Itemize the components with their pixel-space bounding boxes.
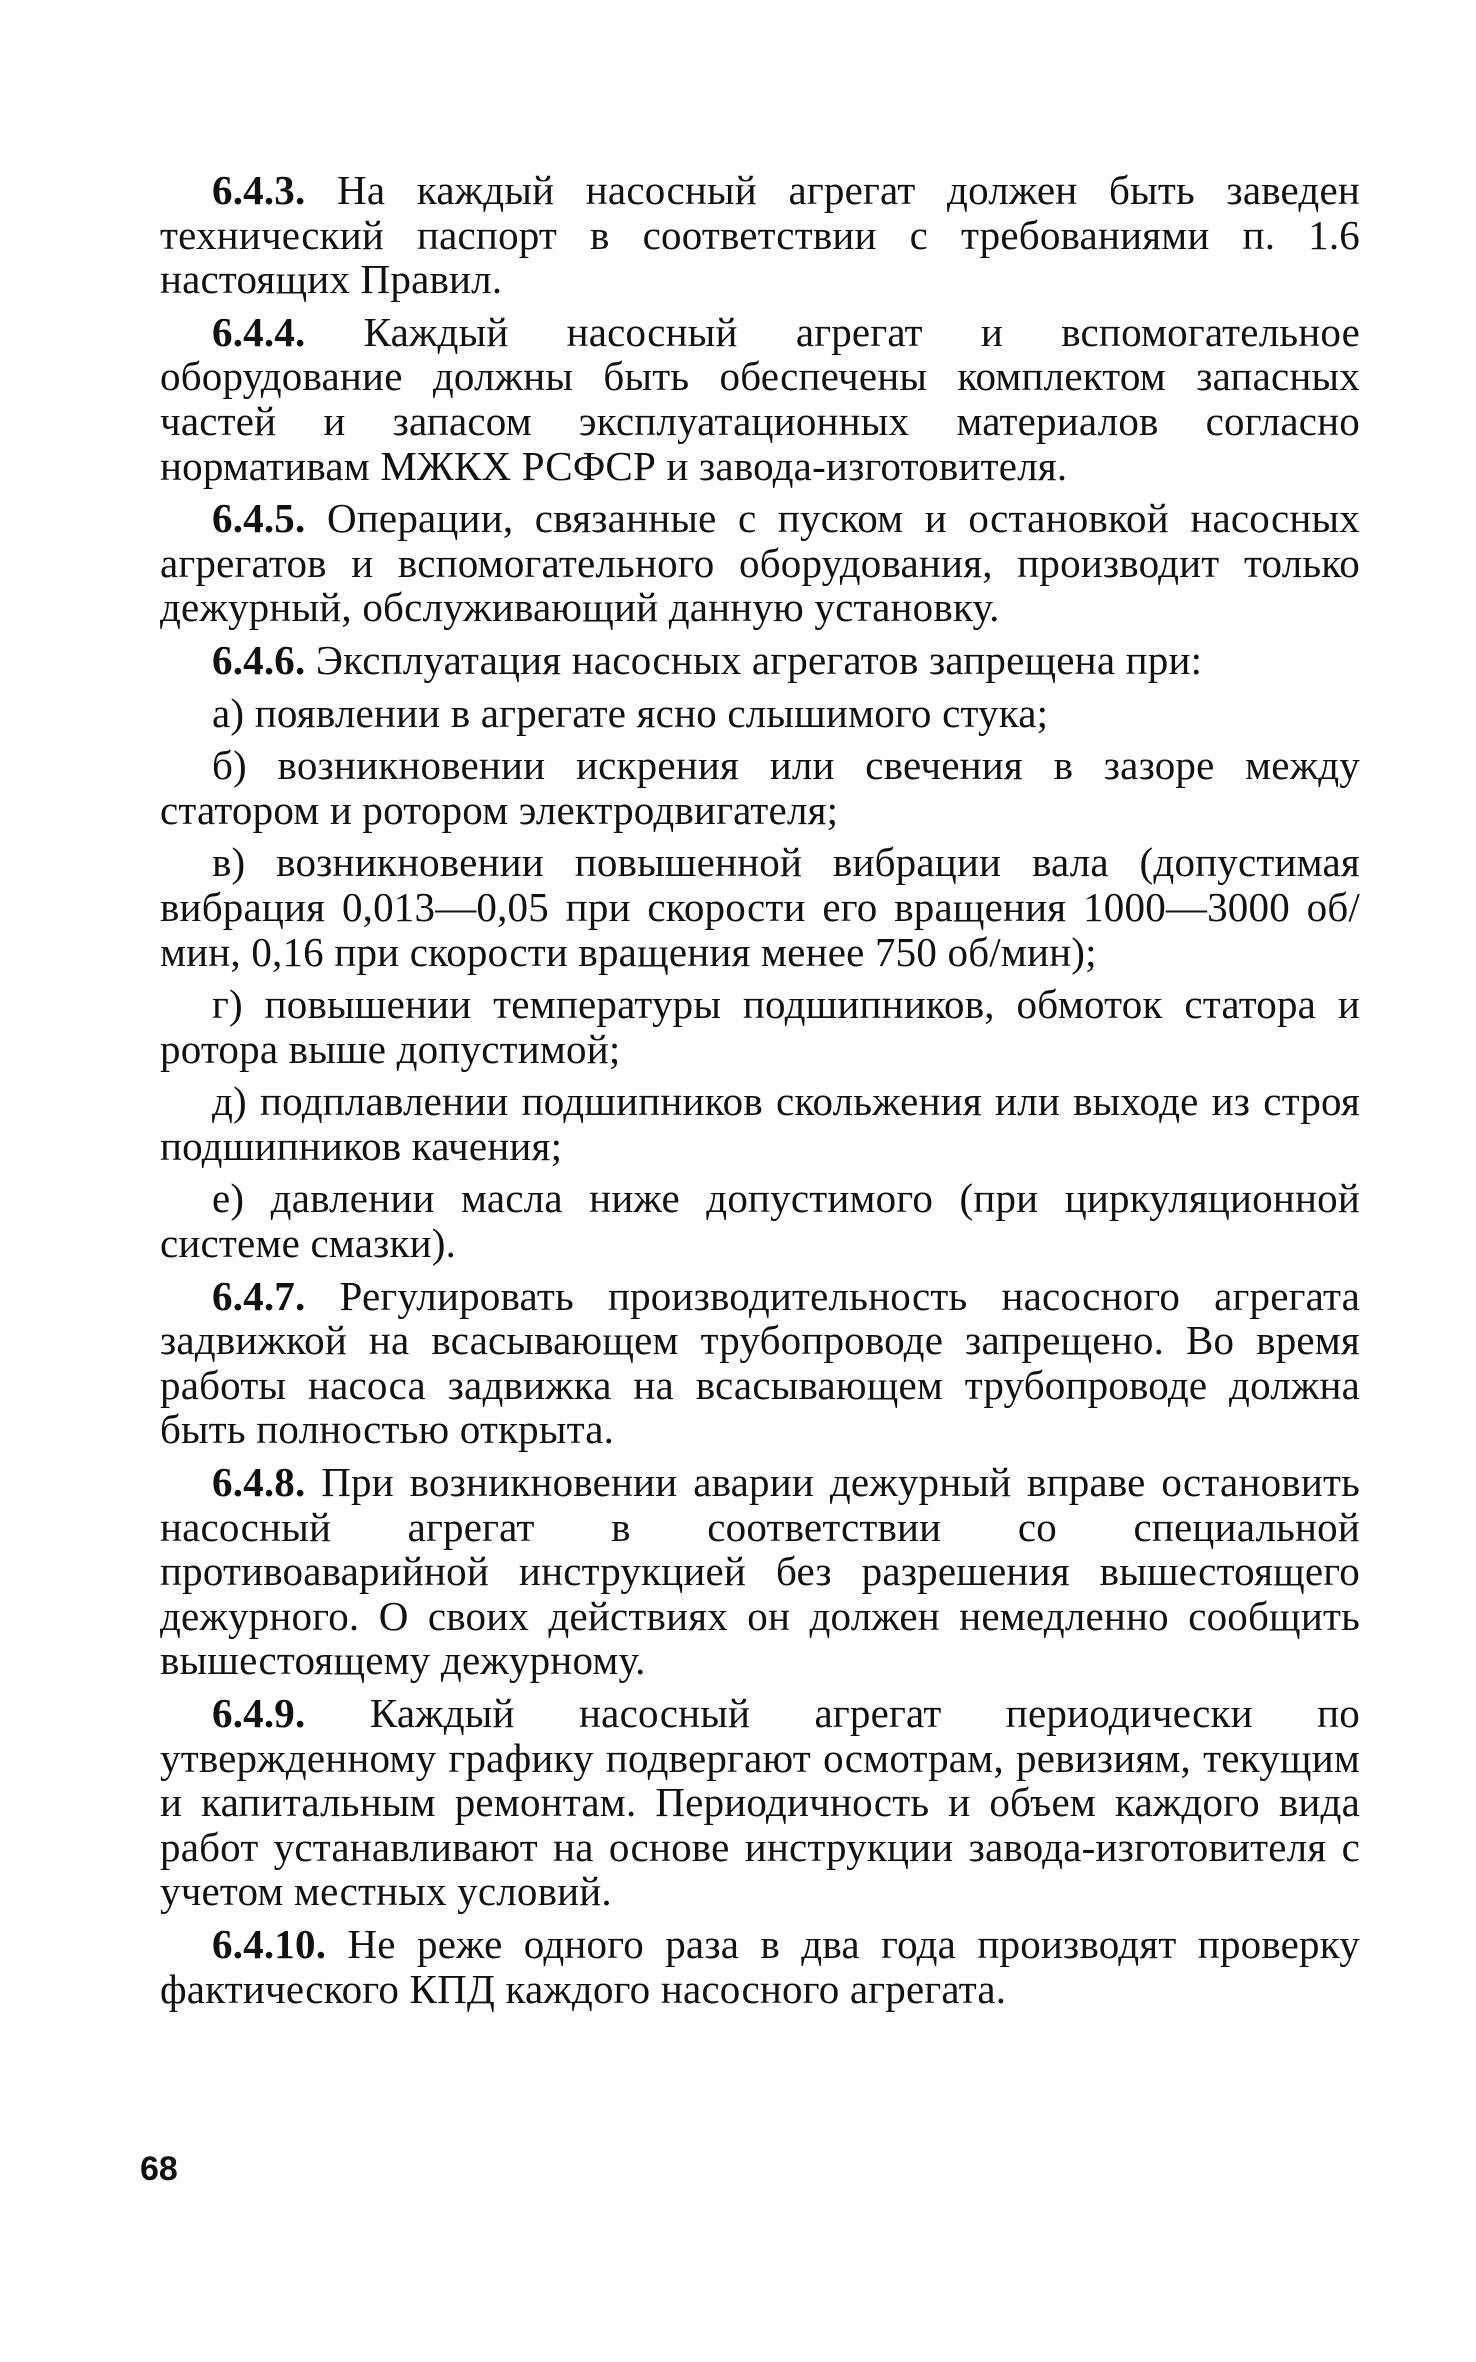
clause-number: 6.4.3. — [212, 167, 306, 213]
paragraph-6-4-6 — [160, 638, 1360, 683]
paragraph-6-4-3 — [160, 168, 1360, 302]
list-item-v: в) возникновении повышенной вибрации вала (допустимая вибрация 0,013—0,05 при скорости его вращения 1000—3000 об/мин, 0,16 при скорости вращения менее 750 об/мин); — [160, 839, 1360, 975]
clause-number: 6.4.6. — [212, 636, 306, 683]
clause-text: При возникновении аварии дежурный вправе остановить насосный агрегат в соответствии со специальной противоаварийной инструкцией без разрешения вышестоящего дежурного. О своих действиях он должен немедленно сообщить вышестоящему дежурному. — [160, 1459, 1361, 1684]
list-item-g: г) повышении температуры подшипников, обмоток статора и ротора выше допустимой; — [160, 981, 1360, 1072]
paragraph-6-4-9 — [160, 1691, 1360, 1914]
clause-text: Каждый насосный агрегат и вспомогательное оборудование должны быть обеспечены комплектом запасных частей и запасом эксплуатационных материалов согласно нормативам МЖКХ РСФСР и завода-изготовителя. — [160, 308, 1360, 489]
clause-number: 6.4.4. — [212, 308, 306, 355]
clause-text: Каждый насосный агрегат периодически по утвержденному графику подвергают осмотрам, ревизиям, текущим и капитальным ремонтам. Периодичность и объем каждого вида работ устанавливают на основе инструкции завода-изготовителя с учетом местных условий. — [160, 1690, 1361, 1915]
list-item-e: е) давлении масла ниже допустимого (при циркуляционной системе смазки). — [160, 1175, 1360, 1267]
list-item-a: а) появлении в агрегате ясно слышимого стука; — [212, 689, 1049, 736]
clause-number: 6.4.9. — [212, 1690, 306, 1736]
page-number: 68 — [140, 2150, 178, 2188]
paragraph-6-4-10 — [160, 1922, 1360, 2011]
clause-number: 6.4.8. — [212, 1459, 306, 1506]
clause-text: На каждый насосный агрегат должен быть заведен технический паспорт в соответствии с требованиями п. 1.6 настоящих Правил. — [160, 167, 1360, 303]
list-item-d: д) подплавлении подшипников скольжения или выходе из строя подшипников качения; — [160, 1078, 1360, 1169]
clause-text: Регулировать производительность насосного агрегата задвижкой на всасывающем трубопроводе запрещено. Во время работы насоса задвижка на всасывающем трубопроводе должна быть полностью открыта. — [160, 1272, 1360, 1453]
clause-number: 6.4.7. — [212, 1272, 306, 1319]
clause-text: Операции, связанные с пуском и остановкой насосных агрегатов и вспомогательного оборудования, производит только дежурный, обслуживающий данную установку. — [160, 495, 1360, 631]
clause-text: Не реже одного раза в два года производят проверку фактического КПД каждого насосного агрегата. — [160, 1920, 1361, 2012]
clause-number: 6.4.10. — [212, 1920, 327, 1967]
paragraph-6-4-7 — [160, 1274, 1360, 1452]
clause-number: 6.4.5. — [212, 495, 306, 542]
text-column — [160, 168, 1360, 2019]
list-item-b: б) возникновении искрения или свечения в зазоре между статором и ротором электродвигателя; — [160, 742, 1360, 833]
paragraph-6-4-8 — [160, 1460, 1360, 1683]
paragraph-6-4-5 — [160, 496, 1360, 630]
clause-text: Эксплуатация насосных агрегатов запрещена при: — [315, 636, 1203, 683]
paragraph-6-4-4 — [160, 310, 1360, 488]
